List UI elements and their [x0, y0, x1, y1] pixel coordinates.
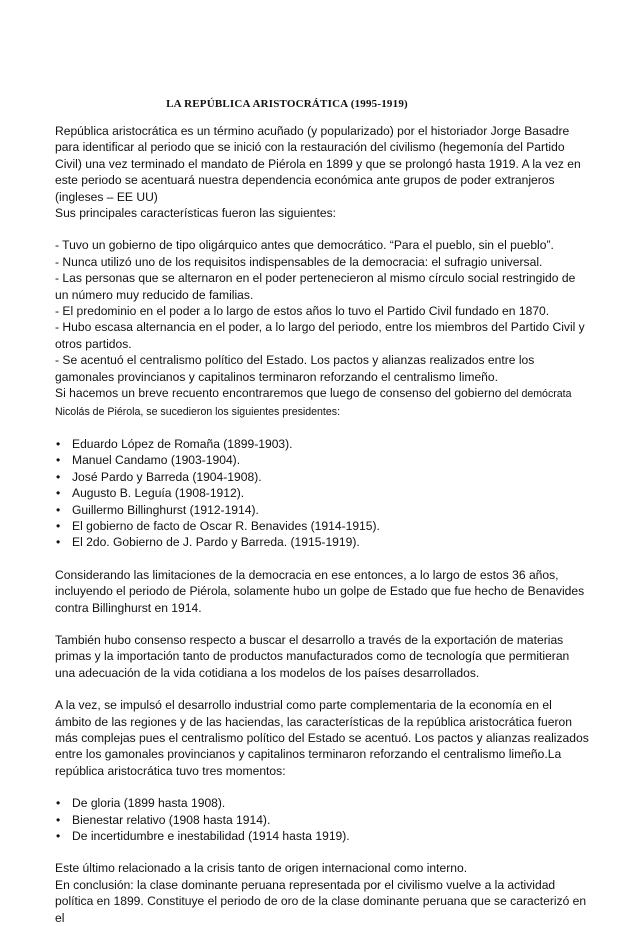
conclusion-paragraph: En conclusión: la clase dominante peruana representada por el civilismo vuelve a la actividad política en 1899. Constituye el periodo de oro de la clase dominante peruana que se caracterizó en el: [55, 877, 587, 925]
document-title: LA REPÚBLICA ARISTOCRÁTICA (1995-1919): [166, 98, 408, 110]
moments-list: [55, 795, 591, 844]
president-item: • José Pardo y Barreda (1904-1908).: [55, 469, 591, 485]
president-item: • Augusto B. Leguía (1908-1912).: [55, 485, 591, 501]
moment-item: • De gloria (1899 hasta 1908).: [55, 795, 591, 811]
industry-paragraph: A la vez, se impulsó el desarrollo industrial como parte complementaria de la economía en el ámbito de las regiones y de las haciendas, las características de la república aristocrática fueron más complejas pues el centralismo político del Estado se acentuó. Los pactos y alianzas realizados entre los gamonales provincianos y capitalinos terminaron reforzando el centralismo limeño.La república aristocrática tuvo tres momentos:: [55, 698, 589, 778]
coup-paragraph: Considerando las limitaciones de la democracia en ese entonces, a lo largo de estos 36 años, incluyendo el periodo de Piérola, solamente hubo un golpe de Estado que fue hecho de Benavides contra Billinghurst en 1914.: [55, 567, 585, 615]
presidents-list: [55, 436, 591, 551]
document-body: [55, 123, 591, 926]
president-item: • Eduardo López de Romaña (1899-1903).: [55, 436, 591, 452]
president-item: • Manuel Candamo (1903-1904).: [55, 452, 591, 468]
characteristic-item: - Se acentuó el centralismo político del Estado. Los pactos y alianzas realizados entre los gamonales provincianos y capitalinos terminaron reforzando el centralismo limeño.: [55, 353, 535, 384]
characteristic-item: - Tuvo un gobierno de tipo oligárquico antes que democrático. “Para el pueblo, sin el pueblo”.: [55, 238, 554, 253]
president-item: • El gobierno de facto de Oscar R. Benavides (1914-1915).: [55, 518, 591, 534]
characteristics-list: [55, 237, 591, 385]
moment-item: • Bienestar relativo (1908 hasta 1914).: [55, 812, 591, 828]
export-paragraph: También hubo consenso respecto a buscar el desarrollo a través de la exportación de materias primas y la importación tanto de productos manufacturados como de tecnología que permitieran una adecuación de la vida cotidiana a los modelos de los países desarrollados.: [55, 632, 570, 680]
president-item: • El 2do. Gobierno de J. Pardo y Barreda. (1915-1919).: [55, 534, 591, 550]
characteristic-item: - Hubo escasa alternancia en el poder, a lo largo del periodo, entre los miembros del Partido Civil y otros partidos.: [55, 320, 585, 351]
characteristics-intro: Sus principales características fueron las siguientes:: [55, 206, 336, 221]
characteristic-item: - El predominio en el poder a lo largo de estos años lo tuvo el Partido Civil fundado en 1870.: [55, 304, 550, 319]
president-item: • Guillermo Billinghurst (1912-1914).: [55, 502, 591, 518]
consensus-paragraph: [55, 385, 591, 420]
crisis-paragraph: Este último relacionado a la crisis tanto de origen internacional como interno.: [55, 861, 468, 876]
consensus-text: Si hacemos un breve recuento encontraremos que luego de consenso del gobierno: [55, 386, 502, 401]
intro-paragraph: República aristocrática es un término acuñado (y popularizado) por el historiador Jorge Basadre para identificar al periodo que se inició con la restauración del civilismo (hegemonía del Partido Civil) una vez terminado el mandato de Piérola en 1899 y que se prolongó hasta 1919. A la vez en este periodo se acentuará nuestra dependencia económica ante grupos de poder extranjeros (ingleses – EE UU): [55, 124, 581, 204]
consensus-text-small: del demócrata Nicolás de Piérola, se sucedieron los siguientes presidentes:: [55, 388, 572, 418]
moment-item: • De incertidumbre e inestabilidad (1914 hasta 1919).: [55, 828, 591, 844]
characteristic-item: - Las personas que se alternaron en el poder pertenecieron al mismo círculo social restringido de un número muy reducido de familias.: [55, 271, 576, 302]
characteristic-item: - Nunca utilizó uno de los requisitos indispensables de la democracia: el sufragio universal.: [55, 254, 543, 269]
